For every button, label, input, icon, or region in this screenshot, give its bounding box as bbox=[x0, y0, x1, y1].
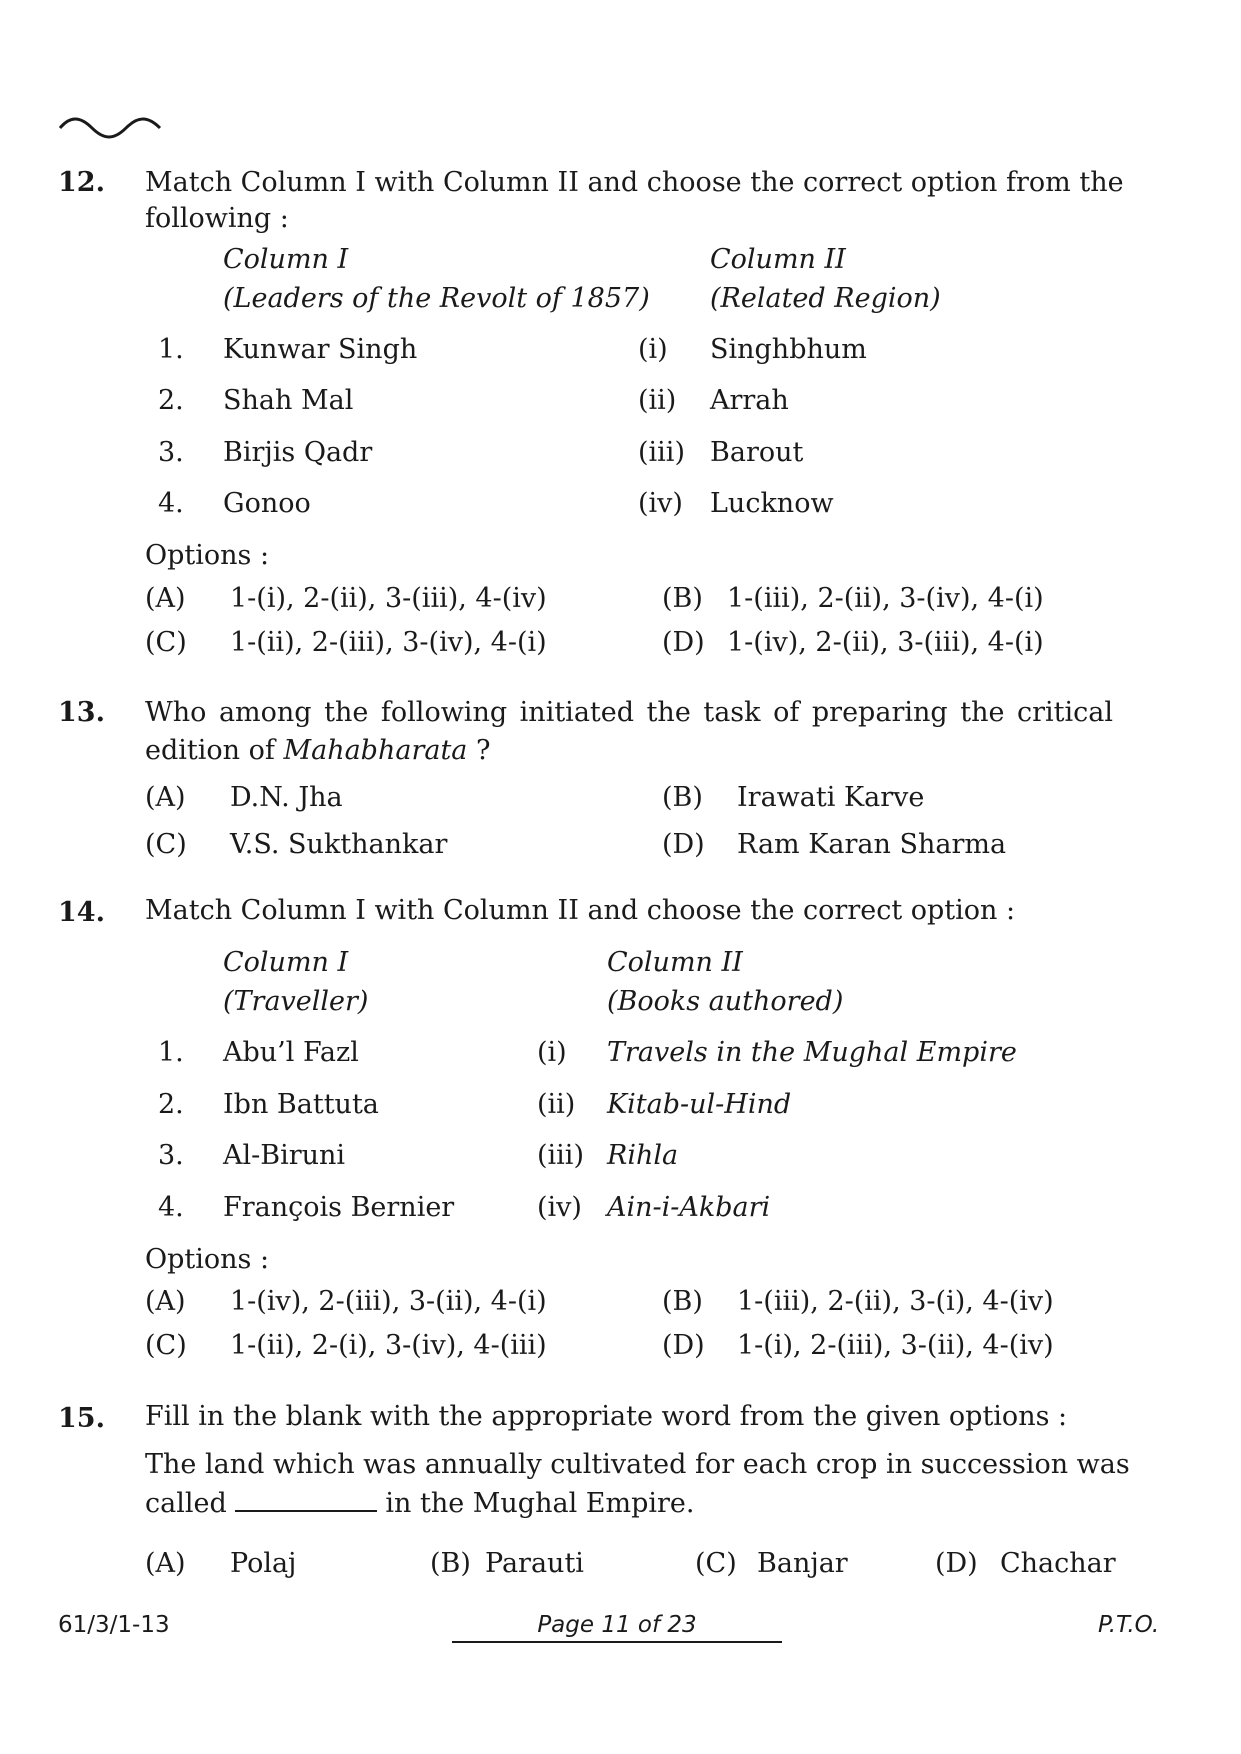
column-2-title: Column II bbox=[710, 244, 846, 275]
option-label-d: (D) bbox=[662, 829, 705, 860]
column-2-subtitle: (Books authored) bbox=[607, 986, 844, 1017]
fill-blank bbox=[235, 1490, 377, 1512]
row-right: Arrah bbox=[710, 385, 789, 416]
option-text-b: Parauti bbox=[485, 1548, 584, 1579]
question-number: 13. bbox=[58, 697, 105, 728]
row-roman: (iv) bbox=[537, 1192, 582, 1223]
column-1-title: Column I bbox=[223, 244, 349, 275]
option-label-b: (B) bbox=[662, 782, 703, 813]
question-number: 12. bbox=[58, 167, 105, 198]
row-number: 4. bbox=[158, 488, 184, 519]
row-right: Rihla bbox=[607, 1140, 679, 1171]
row-number: 1. bbox=[158, 334, 184, 365]
row-roman: (iii) bbox=[537, 1140, 584, 1171]
column-1-subtitle: (Traveller) bbox=[223, 986, 369, 1017]
row-roman: (i) bbox=[537, 1037, 567, 1068]
question-number: 14. bbox=[58, 897, 105, 928]
option-text-b: Irawati Karve bbox=[737, 782, 925, 813]
row-left: Birjis Qadr bbox=[223, 437, 373, 468]
question-number: 15. bbox=[58, 1403, 105, 1434]
question-stem: Match Column I with Column II and choose the correct option from the bbox=[145, 167, 1124, 198]
row-number: 2. bbox=[158, 385, 184, 416]
option-label-b: (B) bbox=[430, 1548, 471, 1579]
row-right: Barout bbox=[710, 437, 804, 468]
book-title: Mahabharata bbox=[283, 735, 468, 766]
row-roman: (ii) bbox=[638, 385, 677, 416]
row-left: Kunwar Singh bbox=[223, 334, 418, 365]
option-text-a: 1-(iv), 2-(iii), 3-(ii), 4-(i) bbox=[230, 1286, 547, 1317]
option-label-c: (C) bbox=[145, 829, 187, 860]
row-left: Gonoo bbox=[223, 488, 311, 519]
row-roman: (ii) bbox=[537, 1089, 576, 1120]
row-left: Shah Mal bbox=[223, 385, 354, 416]
question-stem: Match Column I with Column II and choose the correct option : bbox=[145, 895, 1016, 926]
option-label-a: (A) bbox=[145, 1548, 186, 1579]
option-label-b: (B) bbox=[662, 583, 703, 614]
option-text-a: 1-(i), 2-(ii), 3-(iii), 4-(iv) bbox=[230, 583, 547, 614]
column-2-subtitle: (Related Region) bbox=[710, 283, 941, 314]
row-number: 4. bbox=[158, 1192, 184, 1223]
options-label: Options : bbox=[145, 1244, 270, 1275]
stem-text: called bbox=[145, 1488, 227, 1519]
paper-code: 61/3/1-13 bbox=[58, 1612, 170, 1638]
stem-text: ? bbox=[467, 735, 491, 766]
option-text-d: 1-(i), 2-(iii), 3-(ii), 4-(iv) bbox=[737, 1330, 1054, 1361]
option-text-a: D.N. Jha bbox=[230, 782, 343, 813]
page-number-underline bbox=[452, 1641, 782, 1643]
column-2-title: Column II bbox=[607, 947, 743, 978]
option-text-d: Ram Karan Sharma bbox=[737, 829, 1007, 860]
option-text-b: 1-(iii), 2-(ii), 3-(i), 4-(iv) bbox=[737, 1286, 1054, 1317]
row-left: François Bernier bbox=[223, 1192, 455, 1223]
row-number: 2. bbox=[158, 1089, 184, 1120]
row-roman: (iii) bbox=[638, 437, 685, 468]
row-right: Singhbhum bbox=[710, 334, 867, 365]
row-right: Kitab-ul-Hind bbox=[607, 1089, 792, 1120]
please-turn-over: P.T.O. bbox=[1098, 1612, 1160, 1638]
option-label-d: (D) bbox=[662, 627, 705, 658]
option-label-c: (C) bbox=[145, 627, 187, 658]
question-stem-cont bbox=[145, 1490, 695, 1517]
option-text-c: 1-(ii), 2-(i), 3-(iv), 4-(iii) bbox=[230, 1330, 547, 1361]
question-stem: Who among the following initiated the task of preparing the critical bbox=[145, 697, 1113, 728]
row-right: Ain-i-Akbari bbox=[607, 1192, 771, 1223]
row-number: 1. bbox=[158, 1037, 184, 1068]
column-1-subtitle: (Leaders of the Revolt of 1857) bbox=[223, 283, 650, 314]
question-stem-cont bbox=[145, 737, 490, 764]
stem-text: in the Mughal Empire. bbox=[385, 1488, 695, 1519]
option-text-c: 1-(ii), 2-(iii), 3-(iv), 4-(i) bbox=[230, 627, 547, 658]
option-text-a: Polaj bbox=[230, 1548, 297, 1579]
row-right: Travels in the Mughal Empire bbox=[607, 1037, 1017, 1068]
row-left: Ibn Battuta bbox=[223, 1089, 379, 1120]
option-label-c: (C) bbox=[695, 1548, 737, 1579]
row-right: Lucknow bbox=[710, 488, 834, 519]
row-left: Al-Biruni bbox=[223, 1140, 346, 1171]
column-1-title: Column I bbox=[223, 947, 349, 978]
option-text-d: 1-(iv), 2-(ii), 3-(iii), 4-(i) bbox=[727, 627, 1044, 658]
option-text-b: 1-(iii), 2-(ii), 3-(iv), 4-(i) bbox=[727, 583, 1044, 614]
question-stem-cont: following : bbox=[145, 203, 289, 234]
option-text-d: Chachar bbox=[1000, 1548, 1116, 1579]
option-text-c: Banjar bbox=[757, 1548, 848, 1579]
option-label-a: (A) bbox=[145, 583, 186, 614]
option-label-b: (B) bbox=[662, 1286, 703, 1317]
options-label: Options : bbox=[145, 540, 270, 571]
question-instruction: Fill in the blank with the appropriate word from the given options : bbox=[145, 1401, 1068, 1432]
page-number: Page 11 of 23 bbox=[537, 1612, 697, 1638]
option-label-d: (D) bbox=[935, 1548, 978, 1579]
question-stem: The land which was annually cultivated for each crop in succession was bbox=[145, 1449, 1130, 1480]
row-roman: (i) bbox=[638, 334, 668, 365]
row-left: Abu’l Fazl bbox=[223, 1037, 359, 1068]
wavy-line-icon bbox=[58, 112, 162, 140]
option-label-d: (D) bbox=[662, 1330, 705, 1361]
row-roman: (iv) bbox=[638, 488, 683, 519]
row-number: 3. bbox=[158, 437, 184, 468]
option-label-c: (C) bbox=[145, 1330, 187, 1361]
row-number: 3. bbox=[158, 1140, 184, 1171]
stem-text: edition of bbox=[145, 735, 284, 766]
option-label-a: (A) bbox=[145, 782, 186, 813]
option-label-a: (A) bbox=[145, 1286, 186, 1317]
option-text-c: V.S. Sukthankar bbox=[230, 829, 448, 860]
